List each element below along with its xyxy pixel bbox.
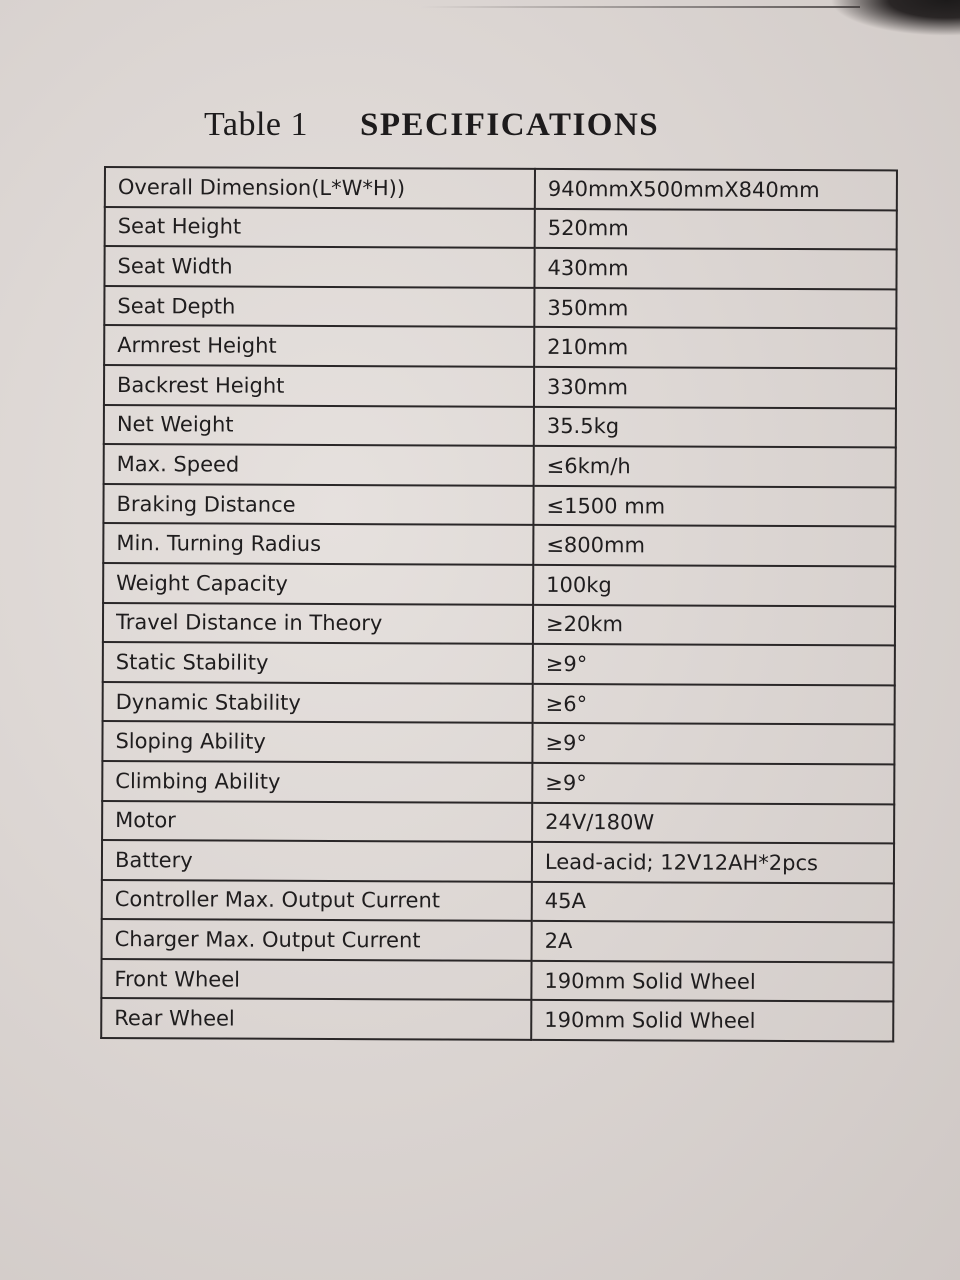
spec-value: 330mm xyxy=(534,367,896,408)
spec-parameter: Net Weight xyxy=(104,405,534,446)
spec-value: 24V/180W xyxy=(532,802,894,843)
spec-parameter: Min. Turning Radius xyxy=(103,523,533,564)
spec-value: 520mm xyxy=(535,208,897,249)
table-row xyxy=(102,761,894,804)
spec-value: 100kg xyxy=(533,565,895,606)
spec-parameter: Battery xyxy=(102,840,532,881)
spec-parameter: Climbing Ability xyxy=(102,761,532,802)
spec-parameter: Weight Capacity xyxy=(103,563,533,604)
spec-value: ≤6km/h xyxy=(534,446,896,487)
spec-parameter: Seat Width xyxy=(104,246,534,287)
spec-parameter: Max. Speed xyxy=(104,444,534,485)
spec-value: 940mmX500mmX840mm xyxy=(535,169,897,210)
table-heading: SPECIFICATIONS xyxy=(360,107,660,143)
spec-value: Lead-acid; 12V12AH*2pcs xyxy=(532,842,894,883)
spec-value: 35.5kg xyxy=(534,406,896,447)
spec-value: ≥9° xyxy=(533,644,895,685)
spec-parameter: Controller Max. Output Current xyxy=(102,880,532,921)
specifications-table-body xyxy=(101,167,897,1042)
spec-parameter: Rear Wheel xyxy=(101,998,531,1039)
spec-value: ≥6° xyxy=(533,684,895,725)
table-row xyxy=(104,444,896,487)
table-row xyxy=(105,167,897,210)
spec-parameter: Static Stability xyxy=(103,642,533,683)
spec-value: 350mm xyxy=(534,288,896,329)
spec-value: ≤1500 mm xyxy=(533,486,895,527)
spec-value: 210mm xyxy=(534,327,896,368)
table-row xyxy=(102,800,894,843)
table-row xyxy=(104,325,896,368)
spec-value: 2A xyxy=(532,921,894,962)
table-row xyxy=(102,840,894,883)
spec-parameter: Front Wheel xyxy=(101,959,531,1000)
table-row xyxy=(104,286,896,329)
table-row xyxy=(103,563,895,606)
table-row xyxy=(104,405,896,448)
specifications-table xyxy=(100,166,898,1043)
spec-parameter: Charger Max. Output Current xyxy=(102,919,532,960)
spec-parameter: Overall Dimension(L*W*H)) xyxy=(105,167,535,208)
spec-value: ≥9° xyxy=(532,723,894,764)
table-row xyxy=(102,721,894,764)
spec-parameter: Dynamic Stability xyxy=(103,682,533,723)
spec-parameter: Sloping Ability xyxy=(102,721,532,762)
table-row xyxy=(103,642,895,685)
spec-value: ≤800mm xyxy=(533,525,895,566)
table-row xyxy=(103,603,895,646)
spec-value: 45A xyxy=(532,882,894,923)
spec-parameter: Backrest Height xyxy=(104,365,534,406)
spec-parameter: Armrest Height xyxy=(104,325,534,366)
table-row xyxy=(105,207,897,250)
spec-parameter: Seat Height xyxy=(105,207,535,248)
spec-value: 430mm xyxy=(534,248,896,289)
table-row xyxy=(101,998,893,1041)
table-row xyxy=(102,919,894,962)
spec-value: ≥9° xyxy=(532,763,894,804)
spec-value: ≥20km xyxy=(533,604,895,645)
spec-parameter: Travel Distance in Theory xyxy=(103,603,533,644)
spec-parameter: Motor xyxy=(102,800,532,841)
table-row xyxy=(102,880,894,923)
table-row xyxy=(101,959,893,1002)
table-row xyxy=(104,365,896,408)
spec-parameter: Braking Distance xyxy=(103,484,533,525)
spec-parameter: Seat Depth xyxy=(104,286,534,327)
table-row xyxy=(104,246,896,289)
page-title xyxy=(204,106,659,144)
spec-value: 190mm Solid Wheel xyxy=(531,961,893,1002)
table-row xyxy=(103,523,895,566)
table-number: Table 1 xyxy=(204,106,309,143)
table-row xyxy=(103,484,895,527)
table-row xyxy=(103,682,895,725)
page-edge xyxy=(420,6,860,8)
spec-value: 190mm Solid Wheel xyxy=(531,1000,893,1041)
